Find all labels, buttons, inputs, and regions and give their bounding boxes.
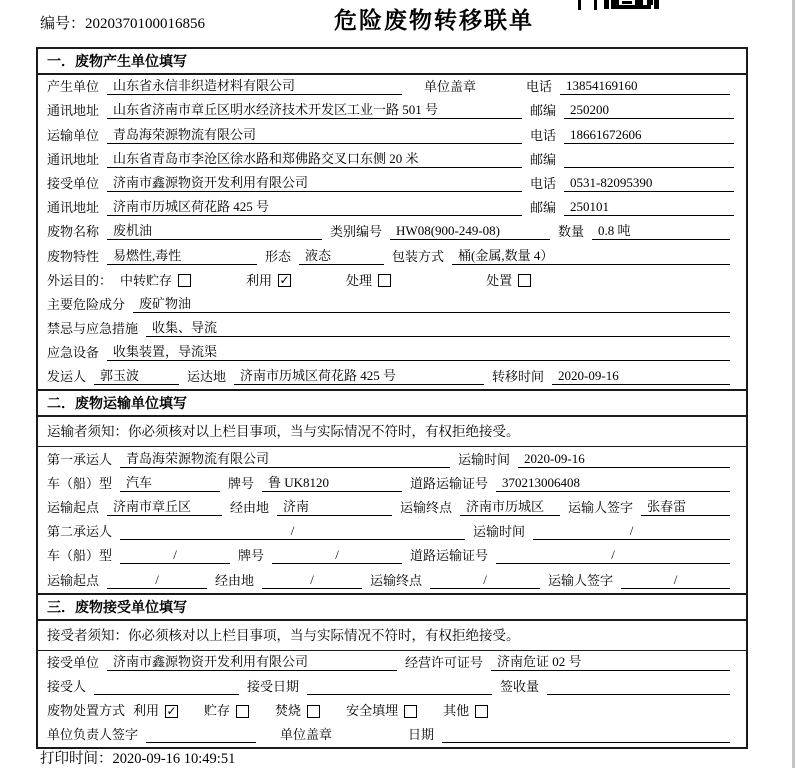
field-value: 济南市鑫源物资开发利用有限公司: [107, 654, 397, 671]
field-value: 370213006408: [496, 475, 730, 492]
field-value: 废矿物油: [133, 296, 730, 313]
section-header: 二．废物运输单位填写: [38, 389, 746, 417]
serial-number-line: [40, 12, 205, 33]
form-row: [38, 496, 746, 520]
form-row: [38, 293, 746, 317]
field-value: 收集装置，导流渠: [107, 344, 730, 361]
field-value: 2020-09-16: [552, 368, 730, 385]
treatment-checkbox: [378, 274, 391, 287]
field-value: /: [262, 572, 362, 589]
field-value: 济南市章丘区: [107, 499, 222, 516]
form-row: [38, 220, 746, 244]
field-label: 第二承运人: [47, 524, 113, 540]
form-row: [38, 244, 746, 268]
field-label: 单位负责人签字: [47, 727, 139, 743]
field-label: 废物名称: [47, 224, 100, 240]
static-text: 单位盖章: [424, 79, 477, 95]
print-time-value: 2020-09-16 10:49:51: [112, 751, 236, 767]
static-text: 单位盖章: [280, 727, 333, 743]
transfer-storage-checkbox: [178, 274, 191, 287]
field-value: 济南: [277, 499, 392, 516]
field-label: 车（船）型: [47, 475, 113, 491]
field-label: 邮编: [530, 151, 557, 167]
field-label: 电话: [530, 175, 557, 191]
field-label: 运输终点: [400, 500, 453, 515]
field-label: 日期: [408, 727, 435, 743]
field-label: 邮编: [530, 103, 557, 119]
field-value: [94, 694, 239, 695]
page-title: 危险废物转移联单: [334, 7, 534, 33]
field-value: 2020-09-16: [518, 451, 730, 468]
field-label: 废物处置方式: [47, 703, 126, 719]
field-label: 应急设备: [47, 345, 100, 361]
field-value: 济南危证 02 号: [491, 654, 730, 671]
field-label: 运输终点: [370, 572, 423, 588]
qr-code-fragment: [578, 0, 662, 10]
form-row: [38, 723, 746, 747]
qr-block: [654, 0, 659, 9]
form-row: [38, 675, 746, 699]
checkbox-label: 中转贮存: [120, 272, 173, 288]
field-value: 桶(金属,数量 4）: [452, 248, 730, 265]
field-value: /: [120, 547, 230, 564]
section-note: 接受者须知：你必须核对以上栏目事项，当与实际情况不符时，有权拒绝接受。: [38, 621, 746, 651]
field-value: 250101: [564, 199, 734, 216]
field-value: 易燃性,毒性: [107, 248, 257, 265]
transfer-storage-checkbox-group: [120, 273, 191, 289]
field-label: 产生单位: [47, 79, 100, 95]
checkbox-label: 利用: [133, 703, 160, 719]
field-label: 禁忌与应急措施: [47, 321, 139, 337]
field-label: 经由地: [215, 572, 255, 588]
field-value: HW08(900-249-08): [390, 223, 550, 240]
field-label: 第一承运人: [47, 451, 113, 467]
field-value: [564, 167, 734, 168]
form-row: [38, 148, 746, 172]
checkbox-label: 贮存: [204, 703, 231, 719]
field-value: 张春雷: [641, 499, 730, 516]
field-label: 通讯地址: [47, 151, 100, 167]
form-row: [38, 568, 746, 592]
field-value: [146, 742, 256, 743]
field-label: 通讯地址: [47, 200, 100, 216]
field-value: /: [533, 523, 730, 540]
field-label: 运输时间: [458, 451, 511, 467]
form-row: [38, 520, 746, 544]
incineration-checkbox: [307, 705, 320, 718]
qr-block: [622, 1, 632, 4]
field-value: 山东省济南市章丘区明水经济技术开发区工业一路 501 号: [107, 102, 522, 119]
field-value: 收集、导流: [146, 320, 730, 337]
form-row: [38, 172, 746, 196]
section-1: [38, 49, 746, 389]
field-label: 运输起点: [47, 572, 100, 588]
landfill-checkbox-group: [346, 703, 417, 719]
field-value: 13854169160: [560, 78, 730, 95]
qr-block: [647, 0, 653, 5]
checkbox-label: 焚烧: [275, 703, 302, 719]
qr-block: [578, 0, 597, 10]
storage-checkbox: [236, 705, 249, 718]
serial-number: 2020370100016856: [85, 16, 206, 32]
field-value: 济南市历城区荷花路 425 号: [234, 368, 484, 385]
checkbox-label: 安全填埋: [346, 703, 399, 719]
landfill-checkbox: [404, 705, 417, 718]
field-value: /: [430, 572, 540, 589]
other-checkbox-group: [443, 703, 488, 719]
field-label: 经营许可证号: [405, 654, 484, 670]
field-value: 青岛海荣源物流有限公司: [120, 451, 450, 468]
print-time-line: [40, 747, 235, 768]
page-edge-line: [792, 0, 795, 768]
field-value: 郭玉波: [94, 368, 179, 385]
form-row: [38, 75, 746, 99]
section-2: [38, 389, 746, 592]
field-label: 经由地: [230, 500, 270, 515]
field-label: 邮编: [530, 200, 557, 216]
form-row: [38, 699, 746, 723]
form-row: [38, 317, 746, 341]
other-checkbox: [475, 705, 488, 718]
field-label: 牌号: [238, 548, 265, 564]
field-label: 包装方式: [392, 248, 445, 264]
form-row: [38, 651, 746, 675]
field-label: 接受单位: [47, 654, 100, 670]
field-label: 运输起点: [47, 500, 100, 515]
field-value: 青岛海荣源物流有限公司: [107, 127, 522, 144]
field-label: 数量: [558, 224, 585, 240]
field-label: 转移时间: [492, 369, 545, 385]
field-label: 运输时间: [473, 524, 526, 540]
section-note: 运输者须知：你必须核对以上栏目事项，当与实际情况不符时，有权拒绝接受。: [38, 417, 746, 447]
disposal-reuse-checkbox: ✓: [166, 703, 177, 718]
disposal-reuse-checkbox-group: [133, 703, 178, 719]
field-label: 运达地: [187, 369, 227, 385]
field-value: /: [120, 523, 465, 540]
field-label: 签收量: [500, 678, 540, 694]
field-value: 液态: [299, 248, 384, 265]
form-row: [38, 269, 746, 293]
checkbox-label: 其他: [443, 703, 470, 719]
field-value: 0531-82095390: [564, 175, 734, 192]
field-value: 废机油: [107, 223, 322, 240]
field-value: 济南市历城区荷花路 425 号: [107, 199, 522, 216]
form-row: [38, 365, 746, 389]
manifest-form: [36, 47, 748, 749]
field-value: 18661672606: [564, 127, 734, 144]
field-label: 接受日期: [247, 678, 300, 694]
form-row: [38, 544, 746, 568]
disposal-checkbox-group: [486, 273, 531, 289]
reuse-checkbox-group: [246, 273, 291, 289]
field-label: 运输人签字: [568, 500, 634, 515]
field-value: 济南市历城区: [460, 499, 560, 516]
field-value: /: [496, 547, 730, 564]
field-value: /: [621, 572, 730, 589]
field-label: 外运目的：: [47, 272, 113, 288]
field-label: 形态: [265, 248, 292, 264]
form-row: [38, 341, 746, 365]
field-label: 电话: [530, 127, 557, 143]
serial-label: 编号：: [40, 16, 86, 32]
field-label: 道路运输证号: [410, 475, 489, 491]
field-label: 主要危险成分: [47, 296, 126, 312]
section-header: 三．废物接受单位填写: [38, 593, 746, 621]
print-time-label: 打印时间：: [40, 751, 113, 767]
field-label: 车（船）型: [47, 548, 113, 564]
checkbox-label: 处置: [486, 272, 513, 288]
field-label: 牌号: [228, 475, 255, 491]
field-value: [307, 694, 492, 695]
field-value: 汽车: [120, 475, 220, 492]
form-row: [38, 472, 746, 496]
form-row: [38, 123, 746, 147]
disposal-checkbox: [518, 274, 531, 287]
field-value: 0.8 吨: [592, 223, 730, 240]
reuse-checkbox: ✓: [279, 273, 290, 288]
field-label: 道路运输证号: [410, 548, 489, 564]
field-value: [547, 694, 730, 695]
qr-block: [611, 5, 651, 9]
form-row: [38, 99, 746, 123]
checkbox-label: 利用: [246, 272, 273, 288]
qr-block: [604, 0, 609, 9]
field-label: 接受人: [47, 678, 87, 694]
field-value: [442, 742, 730, 743]
form-row: [38, 447, 746, 471]
field-value: /: [272, 547, 402, 564]
field-label: 废物特性: [47, 248, 100, 264]
field-value: 济南市鑫源物资开发利用有限公司: [107, 175, 522, 192]
field-label: 类别编号: [330, 224, 383, 240]
treatment-checkbox-group: [346, 273, 391, 289]
checkbox-label: 处理: [346, 272, 373, 288]
field-label: 发运人: [47, 369, 87, 385]
section-header: 一．废物产生单位填写: [38, 49, 746, 75]
field-label: 通讯地址: [47, 103, 100, 119]
field-value: 山东省青岛市李沧区徐水路和郑佛路交叉口东侧 20 米: [107, 151, 522, 168]
field-label: 电话: [525, 79, 552, 95]
field-label: 运输单位: [47, 127, 100, 143]
incineration-checkbox-group: [275, 703, 320, 719]
field-label: 运输人签字: [548, 572, 614, 588]
form-row: [38, 196, 746, 220]
field-value: 250200: [564, 102, 734, 119]
field-value: 山东省永信非织造材料有限公司: [107, 78, 402, 95]
storage-checkbox-group: [204, 703, 249, 719]
section-3: [38, 593, 746, 748]
field-value: /: [107, 572, 207, 589]
field-label: 接受单位: [47, 175, 100, 191]
field-value: 鲁 UK8120: [262, 475, 402, 492]
